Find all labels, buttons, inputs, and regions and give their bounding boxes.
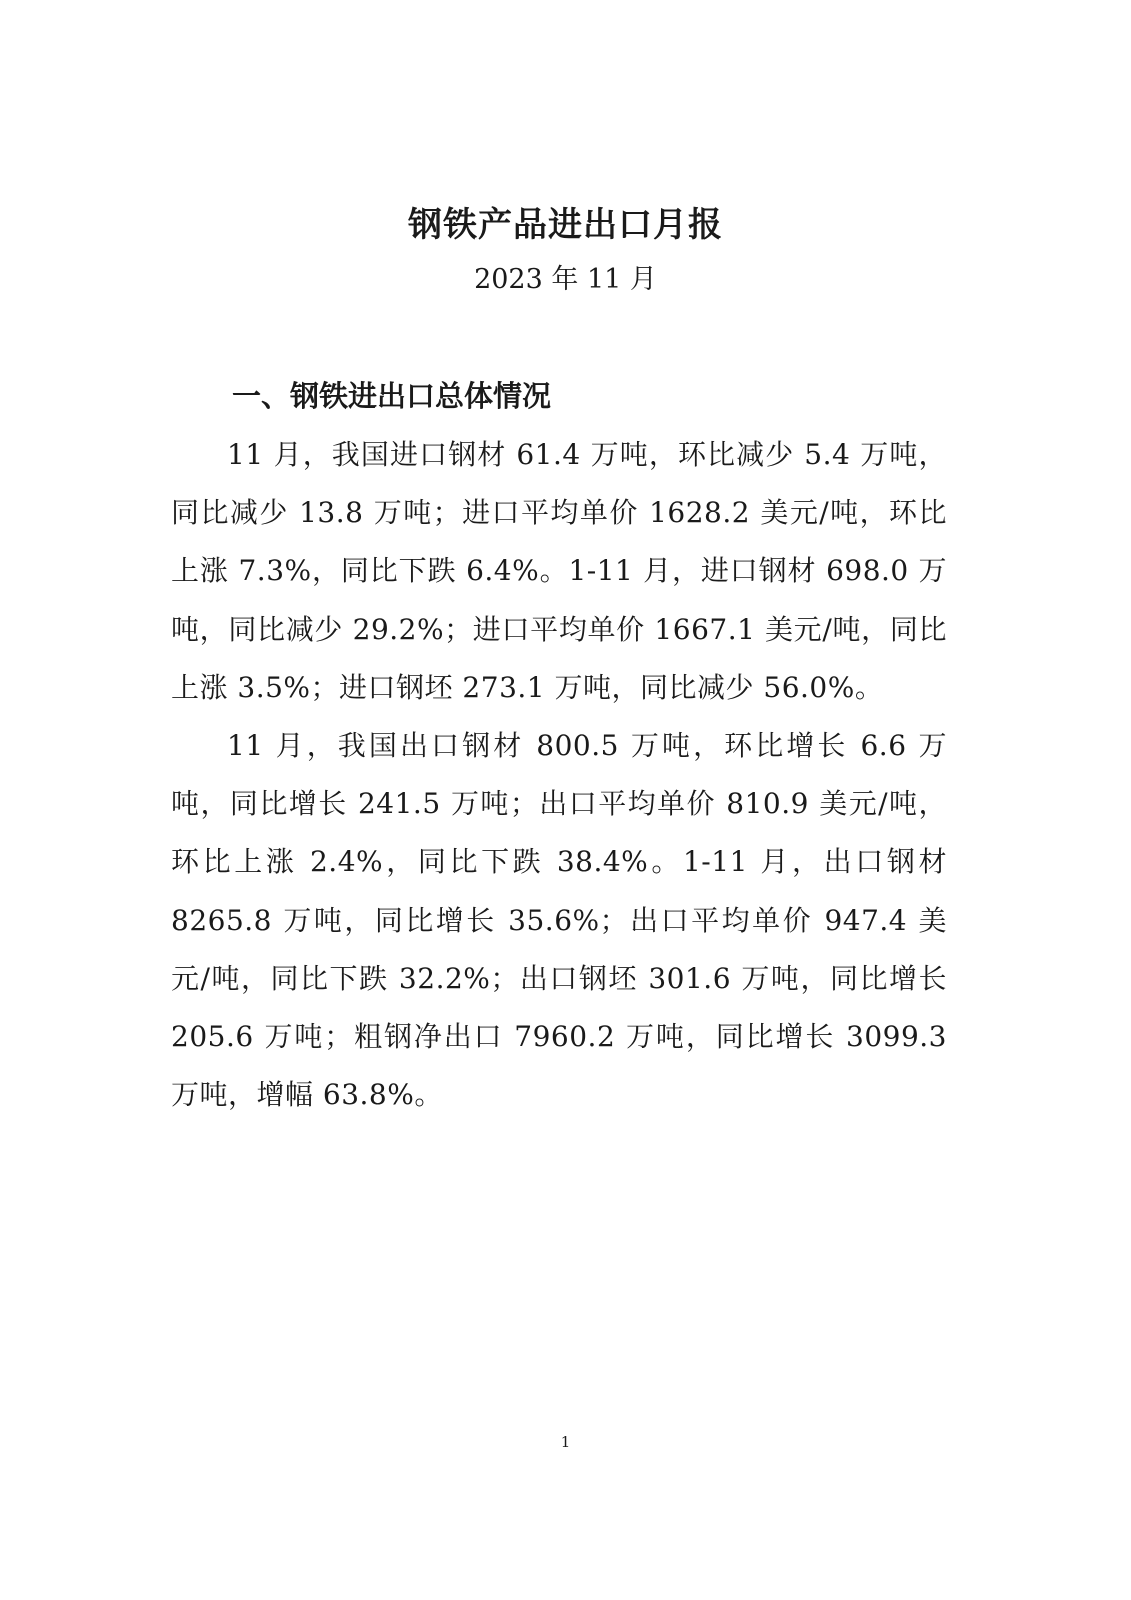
document-title: 钢铁产品进出口月报 xyxy=(408,205,723,245)
document-date: 2023 年 11 月 xyxy=(474,264,657,295)
paragraph-exports: 11 月，我国出口钢材 800.5 万吨，环比增长 6.6 万吨，同比增长 241.5 万吨；出口平均单价 810.9 美元/吨，环比上涨 2.4%，同比下跌 38.4%。1-11 月，出口钢材 8265.8 万吨，同比增长 35.6%；出口平均单价 947.4 美元/吨，同比下跌 32.2%；出口钢坯 301.6 万吨，同比增长 205.6 万吨；粗钢净出口 7960.2 万吨，同比增长 3099.3 万吨，增幅 63.8%。 xyxy=(171,729,947,1112)
page-number: 1 xyxy=(560,1433,571,1451)
document-body xyxy=(171,426,947,1124)
paragraph-imports: 11 月，我国进口钢材 61.4 万吨，环比减少 5.4 万吨，同比减少 13.8 万吨；进口平均单价 1628.2 美元/吨，环比上涨 7.3%，同比下跌 6.4%。1-11 月，进口钢材 698.0 万吨，同比减少 29.2%；进口平均单价 1667.1 美元/吨，同比上涨 3.5%；进口钢坯 273.1 万吨，同比减少 56.0%。 xyxy=(171,438,947,704)
section-heading: 一、钢铁进出口总体情况 xyxy=(232,379,552,413)
